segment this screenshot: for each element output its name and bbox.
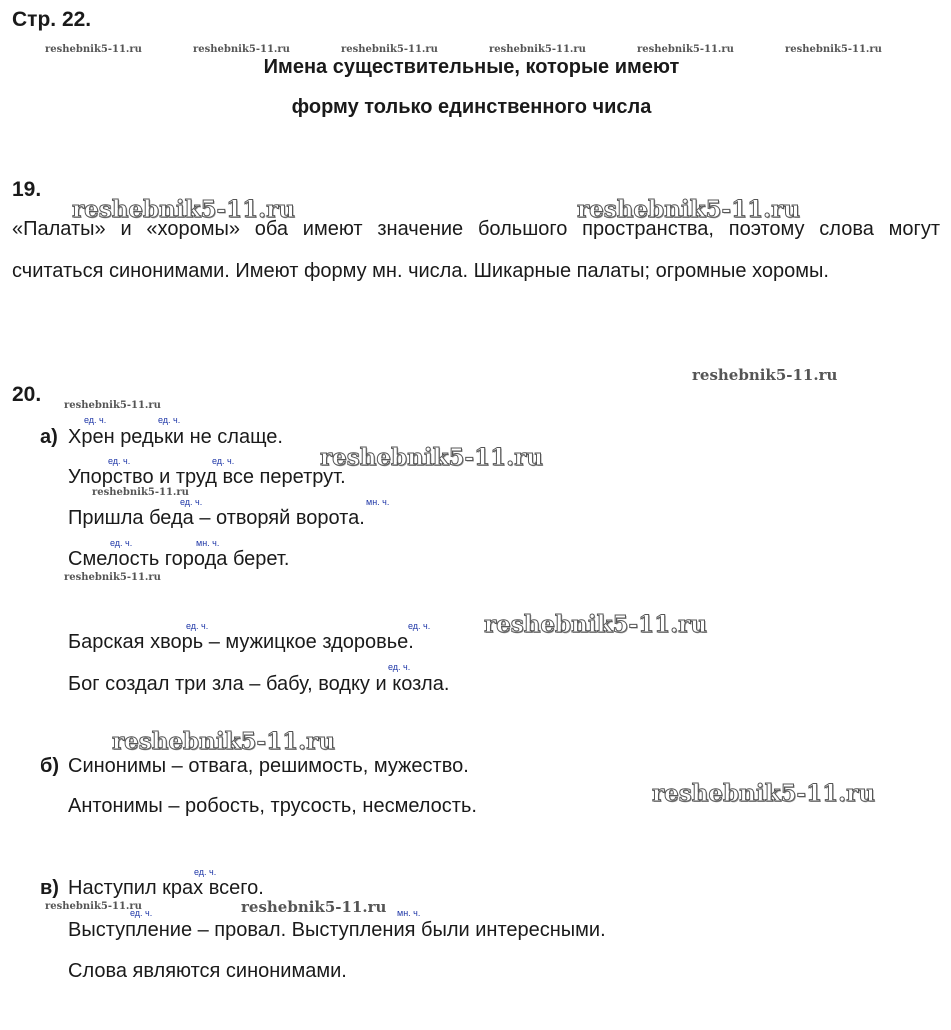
watermark: reshebnik5-11.ru [577, 196, 800, 223]
watermark: reshebnik5-11.ru [652, 780, 875, 807]
proverb-line: Пришла беда – отворяй ворота. [68, 507, 365, 529]
proverb-line: Смелость города берет. [68, 548, 290, 570]
sentence-line: Выступление – провал. Выступления были интересными. [68, 919, 606, 941]
watermark: reshebnik5-11.ru [320, 444, 543, 471]
watermark: reshebnik5-11.ru [112, 728, 335, 755]
annotation-singular: ед. ч. [212, 456, 235, 466]
page-title-line2: форму только единственного числа [291, 96, 652, 118]
annotation-singular: ед. ч. [110, 538, 133, 548]
watermark: reshebnik5-11.ru [64, 572, 161, 583]
watermark: reshebnik5-11.ru [64, 400, 161, 411]
antonyms-line: Антонимы – робость, трусость, несмелость. [68, 795, 477, 817]
watermark: reshebnik5-11.ru [341, 44, 438, 55]
synonyms-line: Синонимы – отвага, решимость, мужество. [68, 755, 469, 777]
annotation-singular: ед. ч. [158, 415, 181, 425]
sentence-line: Наступил крах всего. [68, 877, 264, 899]
proverb-line: Хрен редьки не слаще. [68, 426, 283, 448]
watermark: reshebnik5-11.ru [785, 44, 882, 55]
annotation-plural: мн. ч. [196, 538, 220, 548]
annotation-singular: ед. ч. [84, 415, 107, 425]
page-title-line1: Имена существительные, которые имеют [263, 56, 680, 78]
annotation-plural: мн. ч. [366, 497, 390, 507]
proverb-line: Бог создал три зла – бабу, водку и козла. [68, 673, 450, 695]
proverb-line: Упорство и труд все перетрут. [68, 466, 346, 488]
watermark: reshebnik5-11.ru [193, 44, 290, 55]
watermark: reshebnik5-11.ru [92, 487, 189, 498]
annotation-plural: мн. ч. [397, 908, 421, 918]
watermark: reshebnik5-11.ru [484, 611, 707, 638]
watermark: reshebnik5-11.ru [489, 44, 586, 55]
conclusion-line: Слова являются синонимами. [68, 960, 347, 982]
exercise-19-text: «Палаты» и «хоромы» оба имеют значение большого пространства, поэтому слова могут считаться синонимами. Имеют форму мн. числа. Шикарные палаты; огромные хоромы. [12, 218, 940, 282]
annotation-singular: ед. ч. [186, 621, 209, 631]
watermark: reshebnik5-11.ru [637, 44, 734, 55]
page-number: Стр. 22. [12, 8, 92, 31]
part-c-marker: в) [40, 877, 59, 899]
watermark: reshebnik5-11.ru [692, 366, 838, 384]
annotation-singular: ед. ч. [180, 497, 203, 507]
watermark: reshebnik5-11.ru [72, 196, 295, 223]
exercise-20-number: 20. [12, 383, 42, 406]
watermark: reshebnik5-11.ru [241, 898, 387, 916]
part-b-marker: б) [40, 755, 60, 777]
annotation-singular: ед. ч. [108, 456, 131, 466]
annotation-singular: ед. ч. [388, 662, 411, 672]
annotation-singular: ед. ч. [130, 908, 153, 918]
annotation-singular: ед. ч. [194, 867, 217, 877]
annotation-singular: ед. ч. [408, 621, 431, 631]
proverb-line: Барская хворь – мужицкое здоровье. [68, 631, 414, 653]
watermark: reshebnik5-11.ru [45, 44, 142, 55]
exercise-19-number: 19. [12, 178, 42, 201]
part-a-marker: а) [40, 426, 58, 448]
watermark: reshebnik5-11.ru [45, 901, 142, 912]
